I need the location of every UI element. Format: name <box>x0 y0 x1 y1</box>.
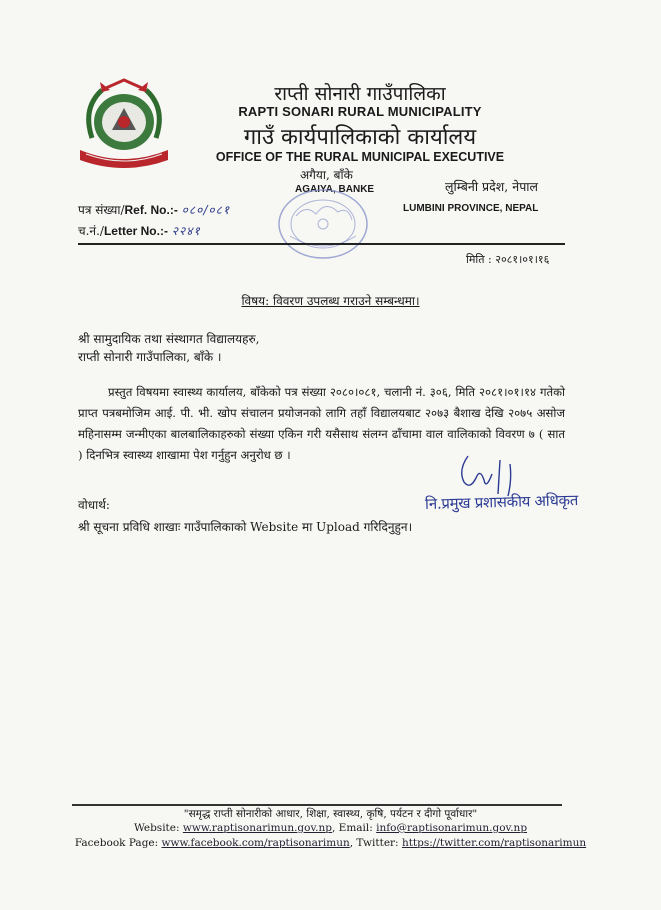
office-name-en: OFFICE OF THE RURAL MUNICIPAL EXECUTIVE <box>215 150 505 164</box>
footer-contact: Website: www.raptisonarimun.gov.np, Email: info@raptisonarimun.gov.np <box>133 822 528 834</box>
province-np: लुम्बिनी प्रदेश, नेपाल <box>445 179 539 194</box>
letter-number-value: २२४१ <box>171 224 201 238</box>
letter-body: प्रस्तुत विषयमा स्वास्थ्य कार्यालय, बाँकेको पत्र संख्या २०८०।०८१, चलानी नं. ३०६, मिति २०८१।०१।१४ गतेको प्राप्त पत्रबमोजिम आई. पी. भी. खोप संचालन प्रयोजनको लागि तहाँ विद्यालयबाट २०७३ बैशाख देखि २०७५ असोज महिनासम्म जन्मीएका बालबालिकाहरुको संख्या एकिन गरी यसैसाथ संलग्न ढाँचामा वाल वालिकाको विवरण ७ ( सात ) दिनभित्र स्वास्थ्य शाखामा पेश गर्नुहुन अनुरोध छ । <box>78 385 565 462</box>
municipality-name-en: RAPTI SONARI RURAL MUNICIPALITY <box>238 104 482 119</box>
office-name-np: गाउँ कार्यपालिकाको कार्यालय <box>243 125 477 150</box>
cc-label: वोधार्थ: <box>78 498 110 512</box>
twitter-link[interactable]: https://twitter.com/raptisonarimun <box>401 837 587 849</box>
header-divider <box>78 243 565 245</box>
cc-item: श्री सूचना प्रविधि शाखाः गाउँपालिकाको Website मा Upload गरिदिनुहुन। <box>78 520 413 534</box>
recipient-line-2: राप्ती सोनारी गाउँपालिका, बाँके । <box>78 350 222 364</box>
ref-number-value: ०८०/०८१ <box>181 203 231 217</box>
letter-subject: विषय: विवरण उपलब्ध गराउने सम्बन्धमा। <box>241 294 420 308</box>
footer-social: Facebook Page: www.facebook.com/raptisonarimun, Twitter: https://twitter.com/raptisonarimun <box>74 837 587 849</box>
address-en: AGAIYA, BANKE <box>295 184 375 195</box>
recipient-line-1: श्री सामुदायिक तथा संस्थागत विद्यालयहरु, <box>78 332 260 346</box>
office-seal-stamp <box>276 186 370 262</box>
ref-number: पत्र संख्या/Ref. No.:- ०८०/०८१ <box>78 203 231 217</box>
footer-divider <box>72 804 562 806</box>
footer-motto: "समृद्ध राप्ती सोनारीको आधार, शिक्षा, स्वास्थ्य, कृषि, पर्यटन र दीगो पूर्वाधार" <box>183 808 478 820</box>
address-np: अगैया, बाँके <box>300 168 353 182</box>
facebook-link[interactable]: www.facebook.com/raptisonarimun <box>161 837 350 849</box>
municipality-name-np: राप्ती सोनारी गाउँपालिका <box>274 83 446 105</box>
province-en: LUMBINI PROVINCE, NEPAL <box>403 203 539 214</box>
letter-number: च.नं./Letter No.:- २२४१ <box>78 224 201 238</box>
email-link[interactable]: info@raptisonarimun.gov.np <box>376 822 528 834</box>
website-link[interactable]: www.raptisonarimun.gov.np <box>182 822 332 834</box>
letter-date: मिति : २०८१।०१।१६ <box>466 253 550 266</box>
officer-designation-stamp: नि.प्रमुख प्रशासकीय अधिकृत <box>424 491 579 513</box>
